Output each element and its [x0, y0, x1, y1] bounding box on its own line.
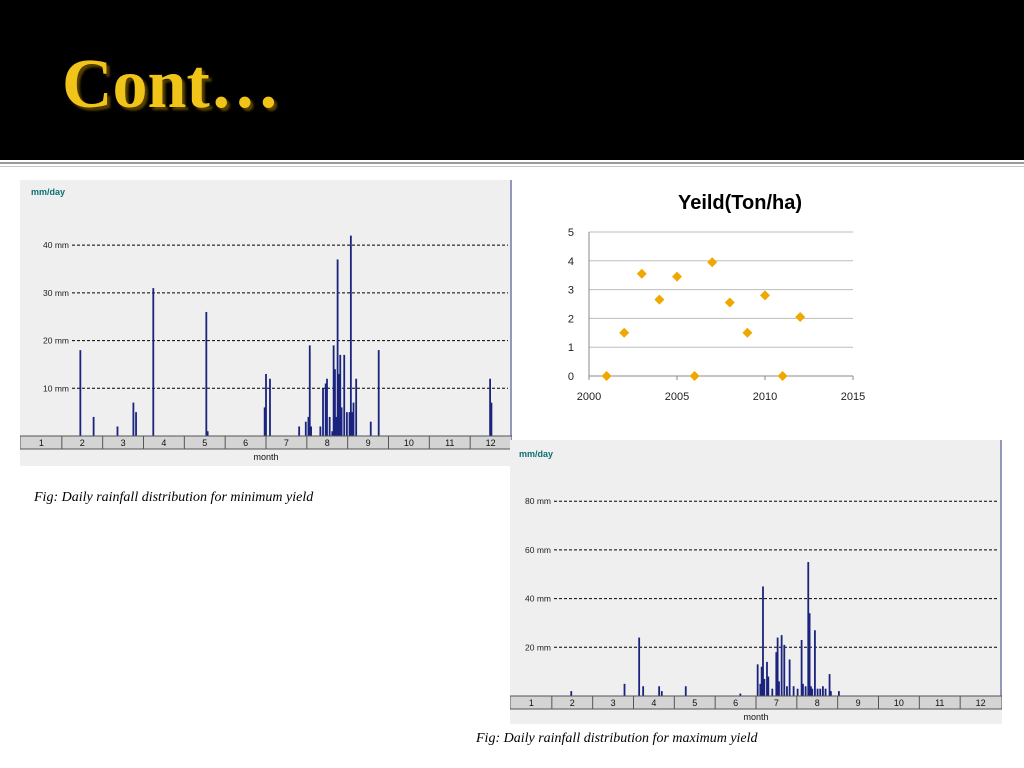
data-point: [690, 371, 700, 381]
rainfall-bar: [805, 686, 807, 696]
month-label: 5: [692, 698, 698, 708]
y-tick-label: 4: [567, 255, 574, 268]
month-label: 2: [79, 438, 85, 448]
rainfall-bar: [767, 677, 769, 696]
rainfall-bar: [789, 659, 791, 696]
rainfall-bar: [346, 412, 348, 436]
month-label: 11: [935, 698, 945, 708]
rainfall-bar: [93, 417, 95, 436]
rainfall-bar: [802, 684, 804, 696]
month-label: 4: [651, 698, 657, 708]
y-tick-label: 5: [567, 227, 574, 239]
rainfall-bar: [326, 379, 328, 436]
rainfall-bar: [343, 355, 345, 436]
month-label: 7: [773, 698, 779, 708]
x-tick-label: 2005: [664, 391, 690, 403]
rainfall-bar: [786, 686, 788, 696]
data-point: [778, 371, 788, 381]
rainfall-bar: [763, 679, 765, 696]
y-tick-label: 80 mm: [525, 496, 551, 507]
plot-background: [510, 440, 1002, 724]
divider-line-thin: [0, 166, 1024, 167]
month-label: 8: [324, 438, 330, 448]
rainfall-bar: [793, 686, 795, 696]
caption-min-yield: Fig: Daily rainfall distribution for minimum yield: [34, 490, 314, 505]
rainfall-max-chart-svg: [510, 440, 1002, 724]
rainfall-bar: [378, 350, 380, 436]
x-tick-label: 2000: [576, 391, 602, 403]
y-tick-label: 3: [567, 284, 574, 297]
y-tick-label: 1: [567, 342, 574, 355]
y-tick-label: 60 mm: [525, 544, 551, 555]
rainfall-bar: [309, 345, 311, 436]
rainfall-bar: [341, 407, 343, 436]
rainfall-bar: [658, 686, 660, 696]
divider-line: [0, 162, 1024, 164]
rainfall-bar: [491, 403, 493, 436]
x-axis-label: month: [743, 712, 769, 722]
rainfall-bar: [152, 288, 154, 436]
month-label: 8: [814, 698, 820, 708]
rainfall-bar: [79, 350, 81, 436]
rainfall-bar: [778, 681, 780, 696]
rainfall-bar: [771, 689, 773, 696]
rainfall-bar: [825, 689, 827, 696]
rainfall-bar: [269, 379, 271, 436]
month-label: 12: [975, 698, 986, 708]
rainfall-bar: [350, 236, 352, 436]
data-point: [742, 328, 752, 338]
rainfall-bar: [205, 312, 207, 436]
rainfall-bar: [819, 689, 821, 696]
rainfall-bar: [305, 422, 307, 436]
rainfall-bar: [783, 645, 785, 696]
unit-label: mm/day: [519, 449, 554, 459]
rainfall-bar: [310, 426, 312, 436]
rainfall-bar: [207, 431, 209, 436]
x-tick-label: 2015: [840, 391, 866, 403]
month-label: 10: [403, 438, 414, 448]
yield-scatter-chart: [552, 184, 872, 406]
rainfall-bar: [624, 684, 626, 696]
title-bar: [0, 0, 1024, 160]
rainfall-bar: [265, 374, 267, 436]
month-label: 10: [893, 698, 904, 708]
month-label: 2: [569, 698, 575, 708]
rainfall-bar: [353, 403, 355, 436]
month-label: 11: [445, 438, 455, 448]
rainfall-bar: [781, 635, 783, 696]
rainfall-bar: [814, 630, 816, 696]
rainfall-bar: [838, 691, 840, 696]
rainfall-bar: [661, 691, 663, 696]
y-tick-label: 40 mm: [525, 593, 551, 604]
month-label: 6: [733, 698, 739, 708]
month-label: 1: [38, 438, 44, 448]
y-tick-label: 40 mm: [43, 240, 69, 251]
data-point: [619, 328, 629, 338]
rainfall-bar: [811, 689, 813, 696]
data-point: [602, 371, 612, 381]
month-label: 9: [855, 698, 861, 708]
rainfall-bar: [298, 426, 300, 436]
slide-title: Cont…: [62, 46, 280, 123]
month-label: 5: [202, 438, 208, 448]
month-label: 12: [485, 438, 496, 448]
caption-max-yield: Fig: Daily rainfall distribution for maximum yield: [476, 731, 758, 746]
y-tick-label: 20 mm: [525, 642, 551, 653]
rainfall-bar: [135, 412, 137, 436]
rainfall-bar: [117, 426, 119, 436]
rainfall-bar: [830, 691, 832, 696]
rainfall-bar: [809, 613, 811, 696]
y-tick-label: 20 mm: [43, 335, 69, 346]
month-label: 4: [161, 438, 167, 448]
rainfall-bar: [319, 426, 321, 436]
rainfall-bar: [638, 638, 640, 696]
rainfall-bar: [685, 686, 687, 696]
data-point: [672, 272, 682, 282]
rainfall-bar: [797, 689, 799, 696]
y-tick-label: 30 mm: [43, 287, 69, 298]
rainfall-bar: [355, 379, 357, 436]
month-label: 1: [528, 698, 534, 708]
yield-scatter-chart-svg: [552, 184, 872, 406]
month-label: 9: [365, 438, 371, 448]
rainfall-bar: [822, 686, 824, 696]
rainfall-min-chart-svg: [20, 180, 512, 466]
x-tick-label: 2010: [752, 391, 778, 403]
rainfall-min-chart: [20, 180, 512, 466]
data-point: [707, 257, 717, 267]
chart-title: Yeild(Ton/ha): [677, 192, 803, 214]
rainfall-bar: [817, 689, 819, 696]
rainfall-bar: [329, 417, 331, 436]
rainfall-bar: [322, 388, 324, 436]
y-tick-label: 10 mm: [43, 383, 69, 394]
unit-label: mm/day: [31, 187, 66, 197]
y-tick-label: 2: [567, 313, 574, 326]
data-point: [654, 295, 664, 305]
rainfall-bar: [132, 403, 134, 436]
data-point: [795, 312, 805, 322]
rainfall-bar: [570, 691, 572, 696]
month-label: 3: [120, 438, 126, 448]
month-label: 7: [283, 438, 289, 448]
rainfall-bar: [370, 422, 372, 436]
y-tick-label: 0: [567, 371, 574, 383]
month-label: 3: [610, 698, 616, 708]
rainfall-max-chart: [510, 440, 1002, 724]
x-axis-label: month: [253, 452, 279, 462]
rainfall-bar: [642, 686, 644, 696]
data-point: [637, 269, 647, 279]
month-label: 6: [243, 438, 249, 448]
data-point: [725, 298, 735, 308]
rainfall-bar: [757, 664, 759, 696]
data-point: [760, 290, 770, 300]
